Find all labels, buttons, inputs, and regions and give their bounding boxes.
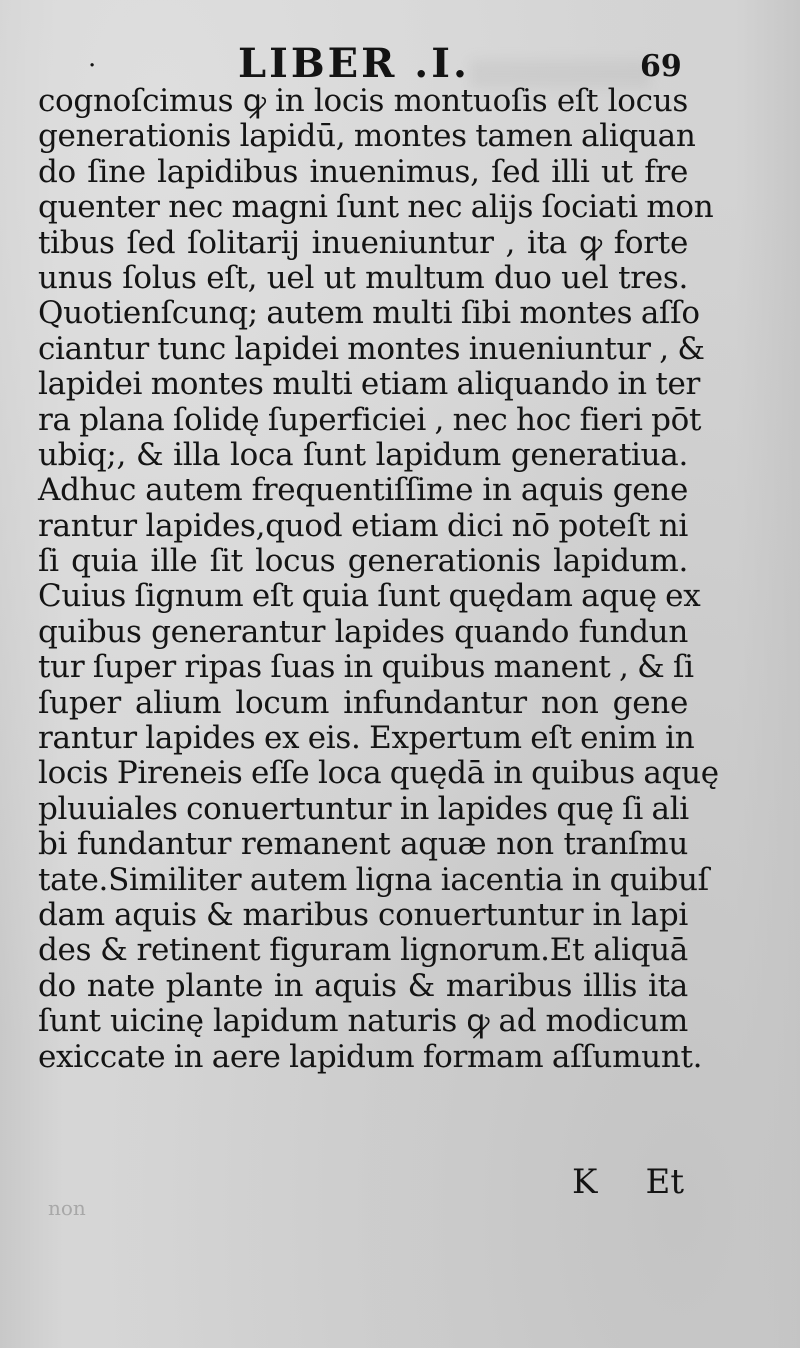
text-line: cognoſcimus ꝙ in locis montuoſis eſt locus [38,83,688,119]
text-line: Cuius ſignum eſt quia ſunt quędam aquę ex [38,578,701,615]
text-line: rantur lapides ex eis. Expertum eſt enim in [38,720,695,757]
text-line: ſi quia ille ſit locus generationis lapidum. [38,543,688,580]
running-head: LIBER .I. [238,40,470,87]
text-line: lapidei montes multi etiam aliquando in ter [38,366,701,403]
text-line: Quotienſcunq; autem multi ſibi montes aſſo [38,295,700,332]
text-line: ciantur tunc lapidei montes inueniuntur , & [38,330,705,367]
catchword-line [572,1162,684,1202]
text-line: pluuiales conuertuntur in lapides quę ſi ali [38,790,689,827]
text-line: rantur lapides,quod etiam dici nō poteſt ni [38,507,688,544]
text-line: quibus generantur lapides quando fundun [38,613,688,650]
text-line: bi fundantur remanent aquæ non tranſmu [38,826,688,863]
show-through-text: non [48,1196,86,1220]
text-line: ubiq;, & illa loca ſunt lapidum generatiua. [38,436,688,473]
text-line: do nate plante in aquis & maribus illis ita [38,967,688,1004]
text-line: quenter nec magni ſunt nec alijs ſociati mon [38,189,714,226]
text-line: ſuper alium locum infundantur non gene [38,684,688,721]
text-line: locis Pireneis eſſe loca quędā in quibus aquę [38,755,719,792]
text-line: tibus ſed ſolitarij inueniuntur , ita ꝙ forte [38,224,688,261]
header-ornament: · [88,51,97,81]
folio-number: 69 [640,49,682,84]
text-line: generationis lapidū, montes tamen aliquan [38,118,696,155]
text-block [38,83,719,1075]
signature-mark: K [572,1162,598,1202]
text-line: Adhuc autem frequentiſſime in aquis gene [38,472,688,509]
text-line: des & retinent figuram lignorum.Et aliquā [38,932,688,969]
catchword: Et [645,1162,684,1202]
text-line: ſunt uicinę lapidum naturis ꝙ ad modicum [38,1003,688,1040]
text-line: tur ſuper ripas ſuas in quibus manent , & ſi [38,649,694,686]
text-line: do ſine lapidibus inuenimus, ſed illi ut fre [38,153,688,190]
text-line: dam aquis & maribus conuertuntur in lapi [38,896,688,933]
text-line: unus ſolus eſt, uel ut multum duo uel tres. [38,259,688,296]
text-line: exiccate in aere lapidum formam aſſumunt. [38,1038,703,1075]
text-line: tate.Similiter autem ligna iacentia in quibuſ [38,861,709,898]
text-line: ra plana ſolidę ſuperficiei , nec hoc fieri pōt [38,401,702,438]
